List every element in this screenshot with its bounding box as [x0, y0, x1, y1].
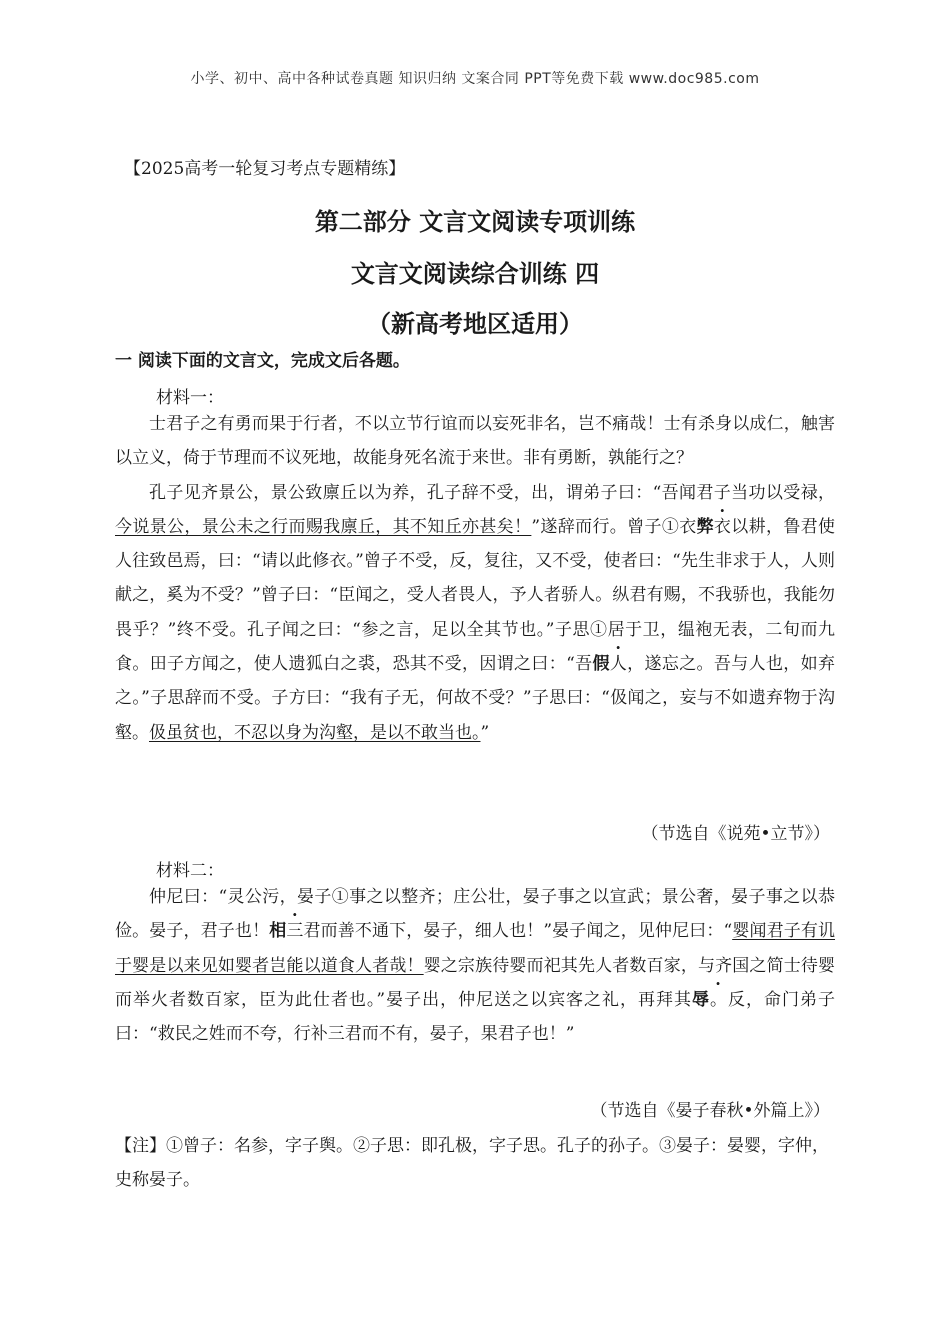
text-run: 仲尼曰：“灵公污，晏子①事之以整齐；庄公壮，晏子事之以宣武；景公奢，晏子事之以恭俭。晏子，君子也！ [115, 887, 835, 942]
region-subtitle: （新高考地区适用） [367, 310, 583, 338]
text-run: 婴之宗族待婴而祀其先人者数百家，与齐国之简士待婴而举火者数百家，臣为此仕者也。”晏子出，仲尼送之以宾客之礼，再拜其 [115, 955, 836, 1010]
paragraph-courage: 士君子之有勇而果于行者，不以立节行谊而以妄死非名，岂不痛哉！士有杀身以成仁，触害以立义，倚于节理而不议死地，故能身死名流于来世。非有勇断，孰能行之？ [115, 414, 835, 469]
emphasis-char-jia: 假 [592, 654, 610, 675]
underlined-sentence-3: 婴闻君子有讥于婴是以来见如婴者岂能以道食人者哉！ [115, 921, 836, 976]
text-run: 三君而善不通下，晏子，细人也！”晏子闻之，见仲尼曰：“ [286, 921, 733, 942]
paragraph-refusal [115, 476, 835, 750]
site-banner: 小学、初中、高中各种试卷真题 知识归纳 文案合同 PPT等免费下载 www.doc985.com [190, 71, 760, 87]
exercise-title: 文言文阅读综合训练 四 [350, 260, 600, 288]
material-two-body [115, 880, 835, 1051]
underlined-sentence-1: 今说景公，景公未之行而赐我廪丘，其不知丘亦甚矣！ [115, 516, 532, 537]
text-run: 。反，命门弟子曰：“救民之姓而不夸，行补三君而不有，晏子，果君子也！” [115, 989, 836, 1045]
underlined-sentence-2: 伋虽贫也，不忍以身为沟壑，是以不敢当也。 [149, 722, 481, 743]
text-run: 孔子见齐景公，景公致廪丘以为养，孔子辞不受，出，谓弟子曰：“吾闻君子当功以受禄， [149, 482, 835, 503]
material-one-source: （节选自《说苑•立节》） [641, 824, 830, 844]
annotation-note: 【注】①曾子：名参，字子舆。②子思：即孔极，字子思。孔子的孙子。③晏子：晏婴，字仲，史称晏子。 [115, 1136, 829, 1190]
material-two-source: （节选自《晏子春秋•外篇上》） [590, 1101, 830, 1121]
text-run: ”遂辞而行。曾子①衣 [531, 516, 697, 537]
material-two-label: 材料二： [156, 861, 224, 881]
part-title: 第二部分 文言文阅读专项训练 [314, 208, 636, 236]
question-heading: 一 阅读下面的文言文，完成文后各题。 [115, 351, 410, 371]
material-one-label: 材料一： [156, 388, 224, 408]
material-one-body [115, 407, 835, 750]
text-run: 人，遂忘之。吾与人也，如弃之。”子思辞而不受。子方曰：“我有子无，何故不受？”子思曰：“伋闻之，妄与不如遗弃物于沟壑。 [115, 654, 835, 743]
text-run: 衣以耕，鲁君使人往致邑焉，曰：“请以此修衣。”曾子不受，反，复往，又不受，使者曰：“先生非求于人，人则献之，奚为不受？”曾子曰：“臣闻之，受人者畏人，予人者骄人。纵君有赐，不我骄也，我能勿畏乎？”终不受。孔子闻之曰：“参之言，足以全其节也。”子思①居于卫，缊袍无表，二旬而九食。田子方闻之，使人遗狐白之裘，恐其不受，因谓之曰：“吾 [115, 516, 836, 675]
emphasis-char-bi: 弊 [696, 516, 714, 537]
paragraph-yanzi [115, 880, 835, 1051]
series-tag: 【2025高考一轮复习考点专题精练】 [124, 159, 406, 179]
text-run: ” [480, 722, 490, 743]
emphasis-char-ru: 辱 [692, 989, 711, 1010]
emphasis-char-xiang: 相 [269, 921, 287, 942]
